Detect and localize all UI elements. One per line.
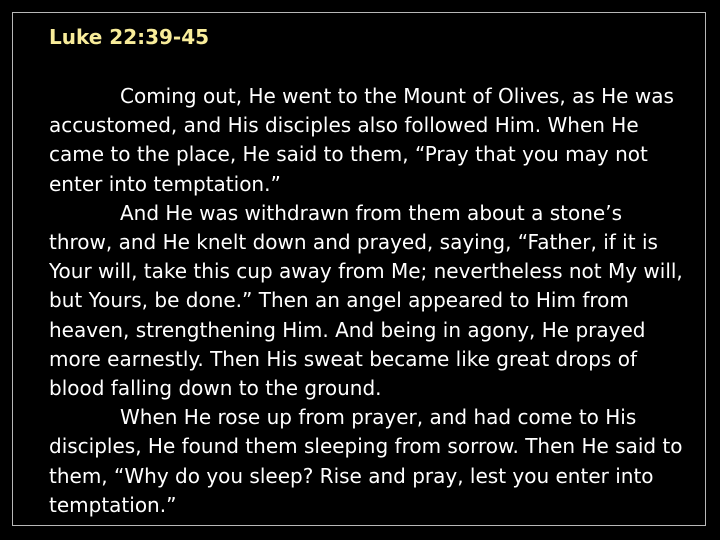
scripture-paragraph-1: Coming out, He went to the Mount of Olives, as He was accustomed, and His disciples also followed Him. When He came to the place, He said to them, “Pray that you may not enter into temptation.” [49,84,674,196]
scripture-text [49,82,689,520]
scripture-paragraph-3: When He rose up from prayer, and had come to His disciples, He found them sleeping from sorrow. Then He said to them, “Why do you sleep? Rise and pray, lest you enter into temptation.” [49,405,683,517]
scripture-paragraph-2: And He was withdrawn from them about a stone’s throw, and He knelt down and prayed, saying, “Father, if it is Your will, take this cup away from Me; nevertheless not My will, but Yours, be done.” Then an angel appeared to Him from heaven, strengthening Him. And being in agony, He prayed more earnestly. Then His sweat became like great drops of blood falling down to the ground. [49,200,683,401]
slide-title: Luke 22:39-45 [49,25,210,49]
